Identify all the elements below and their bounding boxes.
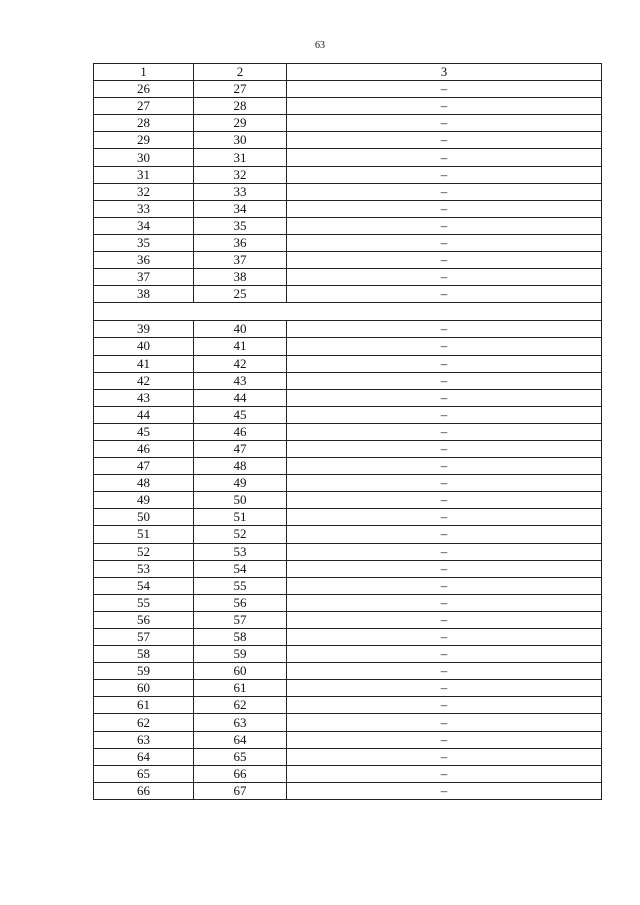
table-cell-col-1: 59 (94, 663, 194, 680)
table-cell-col-3: – (287, 200, 602, 217)
table-cell-col-3: – (287, 765, 602, 782)
table-cell-col-1: 64 (94, 748, 194, 765)
data-table (93, 63, 602, 800)
group-separator-cell (94, 303, 602, 321)
table-cell-col-3: – (287, 372, 602, 389)
table-cell-col-3: – (287, 697, 602, 714)
table-cell-col-2: 45 (194, 406, 287, 423)
table-cell-col-1: 45 (94, 423, 194, 440)
table-cell-col-2: 25 (194, 286, 287, 303)
group-separator-row (94, 303, 602, 321)
table-row (94, 338, 602, 355)
table-row (94, 594, 602, 611)
table-cell-col-2: 61 (194, 680, 287, 697)
table-cell-col-1: 55 (94, 594, 194, 611)
table-cell-col-3: – (287, 149, 602, 166)
table-cell-col-2: 33 (194, 183, 287, 200)
table-cell-col-2: 37 (194, 252, 287, 269)
table-cell-col-2: 49 (194, 475, 287, 492)
table-cell-col-3: – (287, 217, 602, 234)
table-cell-col-2: 44 (194, 389, 287, 406)
table-cell-col-3: – (287, 355, 602, 372)
table-row (94, 166, 602, 183)
table-cell-col-3: – (287, 269, 602, 286)
table-cell-col-3: – (287, 440, 602, 457)
header-col-2: 2 (194, 64, 287, 81)
table-row (94, 149, 602, 166)
table-row (94, 475, 602, 492)
table-cell-col-2: 56 (194, 594, 287, 611)
table-cell-col-3: – (287, 560, 602, 577)
table-row (94, 372, 602, 389)
table-cell-col-2: 27 (194, 81, 287, 98)
table-cell-col-1: 56 (94, 611, 194, 628)
table-row (94, 200, 602, 217)
table-cell-col-3: – (287, 475, 602, 492)
table-cell-col-1: 28 (94, 115, 194, 132)
table-row (94, 782, 602, 799)
table-row (94, 697, 602, 714)
table-cell-col-2: 30 (194, 132, 287, 149)
table-row (94, 560, 602, 577)
table-cell-col-1: 35 (94, 234, 194, 251)
table-cell-col-2: 35 (194, 217, 287, 234)
table-cell-col-1: 30 (94, 149, 194, 166)
table-cell-col-1: 48 (94, 475, 194, 492)
table-cell-col-3: – (287, 132, 602, 149)
table-row (94, 269, 602, 286)
table-row (94, 646, 602, 663)
table-cell-col-1: 34 (94, 217, 194, 234)
table-row (94, 183, 602, 200)
table-cell-col-1: 57 (94, 629, 194, 646)
table-cell-col-3: – (287, 234, 602, 251)
table-cell-col-3: – (287, 594, 602, 611)
table-row (94, 731, 602, 748)
table-cell-col-3: – (287, 183, 602, 200)
table-row (94, 286, 602, 303)
table-cell-col-2: 60 (194, 663, 287, 680)
table-cell-col-2: 36 (194, 234, 287, 251)
table-cell-col-3: – (287, 115, 602, 132)
table-cell-col-2: 42 (194, 355, 287, 372)
table-cell-col-2: 38 (194, 269, 287, 286)
table-cell-col-2: 53 (194, 543, 287, 560)
table-row (94, 748, 602, 765)
table-cell-col-2: 52 (194, 526, 287, 543)
table-cell-col-2: 41 (194, 338, 287, 355)
table-cell-col-1: 41 (94, 355, 194, 372)
table-cell-col-3: – (287, 98, 602, 115)
table-cell-col-3: – (287, 458, 602, 475)
table-cell-col-1: 63 (94, 731, 194, 748)
table-cell-col-1: 49 (94, 492, 194, 509)
table-cell-col-1: 52 (94, 543, 194, 560)
table-cell-col-2: 63 (194, 714, 287, 731)
table-cell-col-2: 32 (194, 166, 287, 183)
table-row (94, 234, 602, 251)
table-cell-col-3: – (287, 731, 602, 748)
table-cell-col-1: 43 (94, 389, 194, 406)
table-cell-col-3: – (287, 509, 602, 526)
table-cell-col-2: 54 (194, 560, 287, 577)
table-row (94, 577, 602, 594)
table-cell-col-3: – (287, 406, 602, 423)
table-cell-col-3: – (287, 663, 602, 680)
table-cell-col-2: 50 (194, 492, 287, 509)
table-cell-col-1: 60 (94, 680, 194, 697)
table-cell-col-3: – (287, 680, 602, 697)
table-cell-col-2: 46 (194, 423, 287, 440)
table-cell-col-1: 39 (94, 321, 194, 338)
table-cell-col-2: 65 (194, 748, 287, 765)
table-cell-col-1: 58 (94, 646, 194, 663)
header-col-3: 3 (287, 64, 602, 81)
table-cell-col-1: 53 (94, 560, 194, 577)
header-row (94, 64, 602, 81)
table-cell-col-2: 29 (194, 115, 287, 132)
page-number: 63 (315, 40, 325, 51)
table-cell-col-3: – (287, 423, 602, 440)
table-row (94, 509, 602, 526)
table-cell-col-3: – (287, 629, 602, 646)
table-body (94, 81, 602, 800)
table-cell-col-3: – (287, 81, 602, 98)
table-row (94, 526, 602, 543)
table-cell-col-2: 48 (194, 458, 287, 475)
table-cell-col-3: – (287, 526, 602, 543)
table-cell-col-1: 62 (94, 714, 194, 731)
table-cell-col-1: 31 (94, 166, 194, 183)
table-cell-col-1: 66 (94, 782, 194, 799)
table-row (94, 458, 602, 475)
table-cell-col-3: – (287, 543, 602, 560)
table-row (94, 217, 602, 234)
table-cell-col-3: – (287, 748, 602, 765)
table-row (94, 355, 602, 372)
table-cell-col-3: – (287, 252, 602, 269)
table-cell-col-1: 38 (94, 286, 194, 303)
table-cell-col-1: 33 (94, 200, 194, 217)
table-cell-col-2: 59 (194, 646, 287, 663)
table-row (94, 98, 602, 115)
table-row (94, 440, 602, 457)
table-cell-col-2: 58 (194, 629, 287, 646)
table-row (94, 406, 602, 423)
header-col-1: 1 (94, 64, 194, 81)
table-cell-col-2: 47 (194, 440, 287, 457)
table-cell-col-3: – (287, 646, 602, 663)
table-cell-col-3: – (287, 166, 602, 183)
table-row (94, 321, 602, 338)
table-row (94, 543, 602, 560)
table-cell-col-2: 28 (194, 98, 287, 115)
table-cell-col-2: 31 (194, 149, 287, 166)
table-cell-col-1: 29 (94, 132, 194, 149)
table-cell-col-1: 61 (94, 697, 194, 714)
table-cell-col-1: 65 (94, 765, 194, 782)
table-cell-col-1: 54 (94, 577, 194, 594)
table-cell-col-1: 36 (94, 252, 194, 269)
table-cell-col-3: – (287, 389, 602, 406)
table-cell-col-2: 55 (194, 577, 287, 594)
table-cell-col-2: 64 (194, 731, 287, 748)
table-cell-col-1: 42 (94, 372, 194, 389)
table-cell-col-1: 37 (94, 269, 194, 286)
table-cell-col-3: – (287, 492, 602, 509)
table-cell-col-2: 57 (194, 611, 287, 628)
table-cell-col-3: – (287, 611, 602, 628)
table-cell-col-2: 34 (194, 200, 287, 217)
table-row (94, 663, 602, 680)
table-cell-col-3: – (287, 782, 602, 799)
table-row (94, 115, 602, 132)
table-cell-col-3: – (287, 321, 602, 338)
table-cell-col-2: 40 (194, 321, 287, 338)
table-row (94, 492, 602, 509)
table-row (94, 389, 602, 406)
table-row (94, 81, 602, 98)
table-cell-col-1: 32 (94, 183, 194, 200)
table-row (94, 765, 602, 782)
table-row (94, 132, 602, 149)
table-cell-col-3: – (287, 286, 602, 303)
table-cell-col-1: 51 (94, 526, 194, 543)
table-cell-col-3: – (287, 577, 602, 594)
table-cell-col-2: 66 (194, 765, 287, 782)
table-cell-col-2: 43 (194, 372, 287, 389)
table-cell-col-1: 50 (94, 509, 194, 526)
table-row (94, 680, 602, 697)
table-cell-col-2: 62 (194, 697, 287, 714)
table-cell-col-1: 40 (94, 338, 194, 355)
table-row (94, 714, 602, 731)
table-cell-col-3: – (287, 338, 602, 355)
table-row (94, 611, 602, 628)
table-cell-col-1: 27 (94, 98, 194, 115)
table-row (94, 629, 602, 646)
table-cell-col-3: – (287, 714, 602, 731)
table-cell-col-1: 46 (94, 440, 194, 457)
table-row (94, 423, 602, 440)
table-cell-col-1: 47 (94, 458, 194, 475)
table-cell-col-1: 26 (94, 81, 194, 98)
table-cell-col-1: 44 (94, 406, 194, 423)
table-cell-col-2: 51 (194, 509, 287, 526)
table-cell-col-2: 67 (194, 782, 287, 799)
table-row (94, 252, 602, 269)
